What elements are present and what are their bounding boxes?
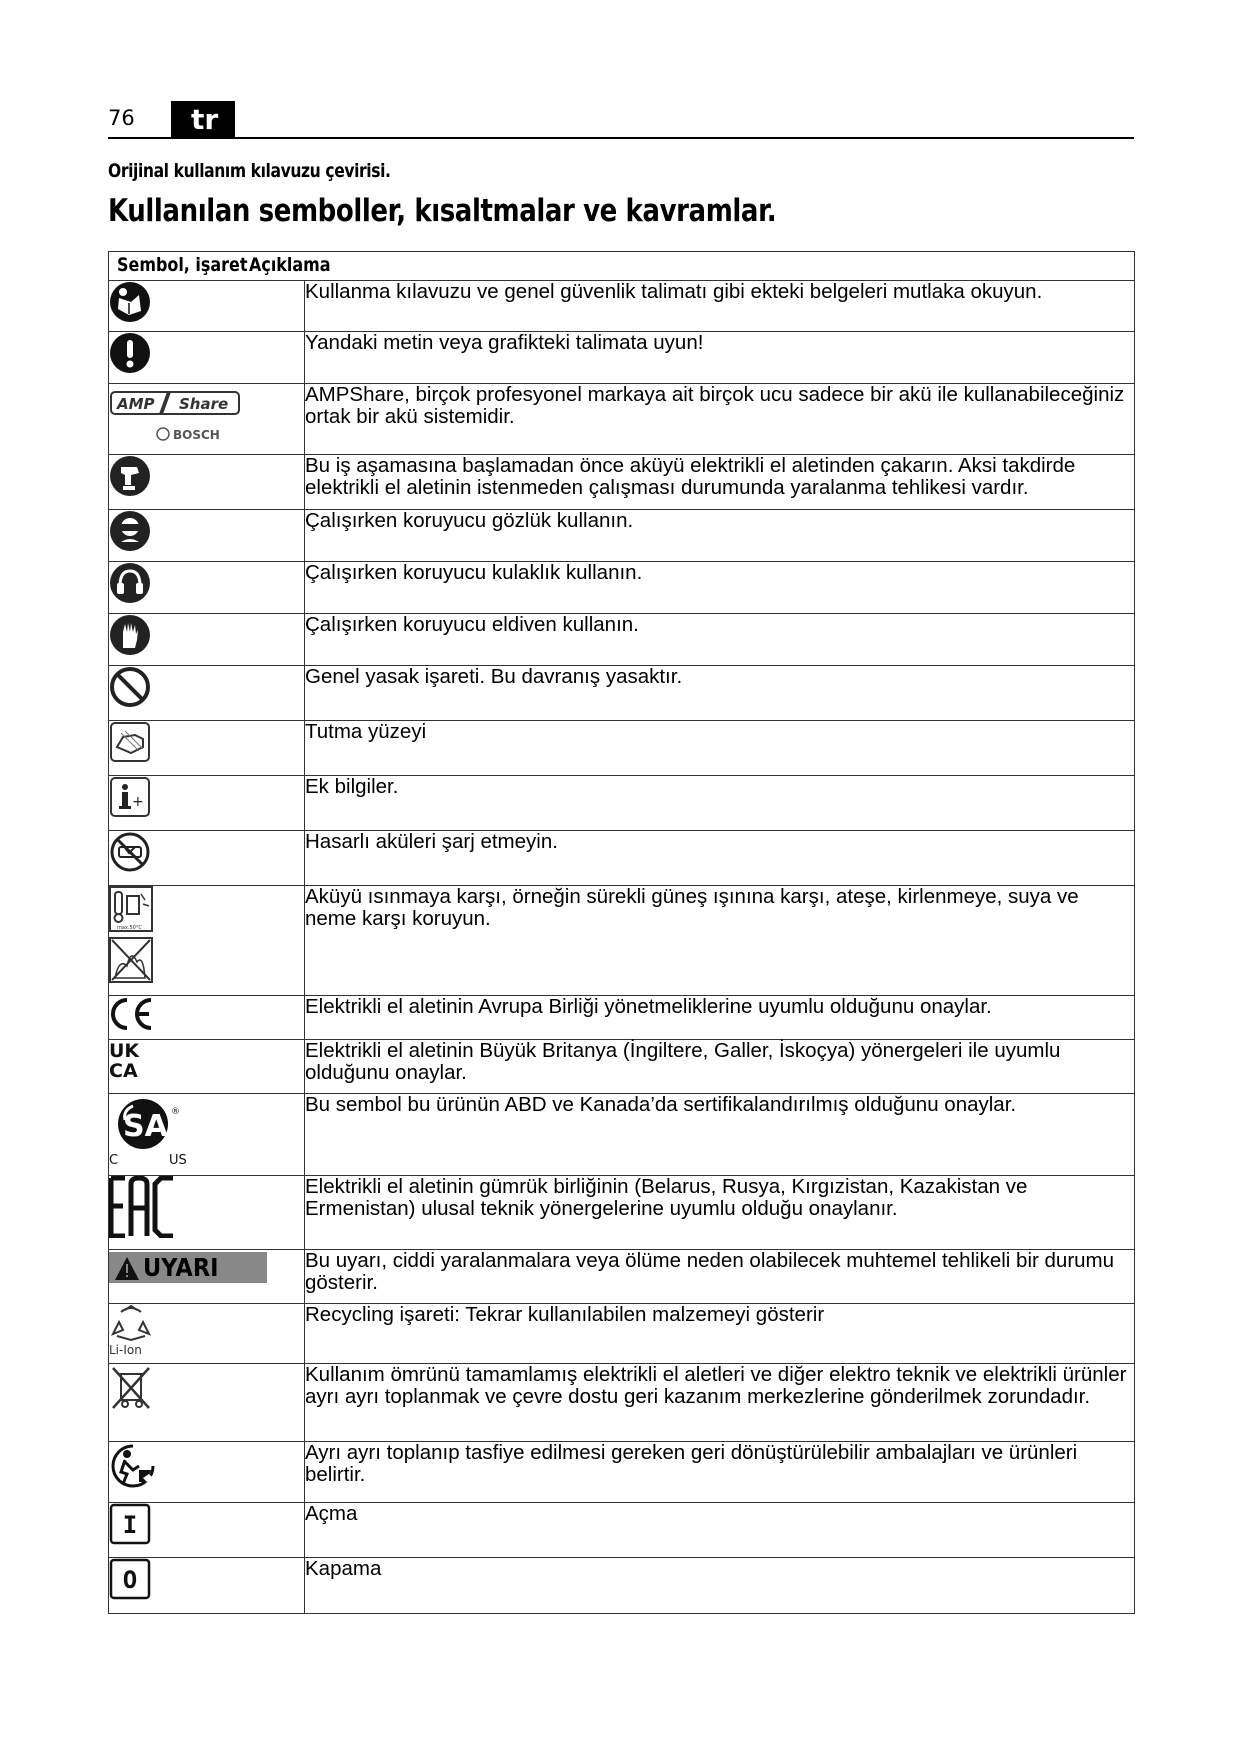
remove-battery-icon [109,455,304,497]
table-row [109,1304,1135,1364]
row-description: Hasarlı aküleri şarj etmeyin. [305,831,1135,886]
svg-text:US: US [169,1153,187,1166]
table-row [109,332,1135,384]
ce-mark-icon [109,996,304,1032]
power-on-label: I [122,1511,138,1539]
table-row [109,1094,1135,1176]
table-row [109,1503,1135,1558]
svg-text:max.50°C: max.50°C [117,925,142,931]
svg-text:Share: Share [179,395,229,413]
eac-mark-icon [109,1176,304,1238]
recycle-packaging-icon [109,1442,304,1490]
ear-protection-icon [109,562,304,604]
row-description: Genel yasak işareti. Bu davranış yasaktır. [305,666,1135,721]
row-description: Çalışırken koruyucu gözlük kullanın. [305,510,1135,562]
row-description: Bu iş aşamasına başlamadan önce aküyü elektrikli el aletinden çakarın. Aksi takdirde elektrikli el aletinin istenmeden çalışması durumunda yaralanma tehlikesi vardır. [305,455,1135,510]
table-row [109,614,1135,666]
row-description: Çalışırken koruyucu kulaklık kullanın. [305,562,1135,614]
svg-text:AMP: AMP [117,395,155,413]
row-description: Elektrikli el aletinin Büyük Britanya (İngiltere, Galler, İskoçya) yönergeleri ile uyumlu olduğunu onaylar. [305,1040,1135,1094]
row-description: Elektrikli el aletinin gümrük birliğinin (Belarus, Rusya, Kırgızistan, Kazakistan ve Ermenistan) ulusal teknik yönergelerine uyumlu olduğu onaylanır. [305,1176,1135,1250]
battery-protection-icon [109,886,304,984]
row-description: Elektrikli el aletinin Avrupa Birliği yönetmeliklerine uyumlu olduğunu onaylar. [305,996,1135,1040]
header-rule [108,137,1134,139]
svg-text:CA: CA [109,1060,138,1080]
recycling-li-ion-icon [109,1304,304,1356]
svg-text:®: ® [171,1107,180,1117]
row-description: Bu uyarı, ciddi yaralanmalara veya ölüme neden olabilecek muhtemel tehlikeli bir durumu gösterir. [305,1250,1135,1304]
table-row [109,1176,1135,1250]
grip-surface-icon [109,721,304,763]
svg-text:C: C [109,1153,119,1166]
table-row [109,831,1135,886]
row-description: Kullanım ömrünü tamamlamış elektrikli el aletleri ve diğer elektro teknik ve elektrikli ürünler ayrı ayrı toplanmak ve çevre dostu geri kazanım merkezlerine gönderilmek zorundadır. [305,1364,1135,1442]
table-header-row [109,252,1135,281]
power-off-label: O [122,1566,138,1594]
table-header [109,252,1135,281]
symbols-table [108,251,1135,1614]
ukca-mark-icon [109,1040,304,1080]
page-title: Kullanılan semboller, kısaltmalar ve kavramlar. [108,193,777,229]
header-col-description: Açıklama [249,254,331,276]
svg-text:BOSCH: BOSCH [173,428,220,442]
read-manual-icon [109,281,304,323]
table-row [109,1558,1135,1614]
svg-text:SA: SA [123,1109,168,1144]
recycling-caption: Li-Ion [109,1343,142,1356]
ampshare-logo-icon [109,384,304,446]
row-description: Ek bilgiler. [305,776,1135,831]
row-description: Ayrı ayrı toplanıp tasfiye edilmesi gereken geri dönüştürülebilir ambalajları ve ürünleri belirtir. [305,1442,1135,1503]
page-number: 76 [108,106,135,130]
safety-goggles-icon [109,510,304,552]
table-row [109,1040,1135,1094]
header-col-symbol: Sembol, işaret [117,254,248,276]
row-description: Çalışırken koruyucu eldiven kullanın. [305,614,1135,666]
table-row [109,455,1135,510]
table-row [109,1442,1135,1503]
gloves-icon [109,614,304,656]
warning-label-icon [109,1252,267,1283]
warning-label-text: UYARI [143,1253,219,1282]
row-description: Aküyü ısınmaya karşı, örneğin sürekli güneş ışınına karşı, ateşe, kirlenmeye, suya ve neme karşı koruyun. [305,886,1135,996]
prohibition-icon [109,666,304,708]
row-description: AMPShare, birçok profesyonel markaya ait birçok ucu sadece bir akü ile kullanabileceğiniz ortak bir akü sistemidir. [305,384,1135,455]
table-row [109,1364,1135,1442]
table-row [109,721,1135,776]
table-row [109,384,1135,455]
power-off-icon [109,1558,304,1600]
info-plus-icon [109,776,304,818]
svg-text:UK: UK [109,1040,140,1062]
row-description: Tutma yüzeyi [305,721,1135,776]
row-description: Recycling işareti: Tekrar kullanılabilen malzemeyi gösterir [305,1304,1135,1364]
row-description: Yandaki metin veya grafikteki talimata uyun! [305,332,1135,384]
language-badge: tr [171,101,235,139]
csa-mark-icon [109,1094,304,1166]
table-row [109,666,1135,721]
table-row [109,996,1135,1040]
exclamation-icon [109,332,304,374]
row-description: Kullanma kılavuzu ve genel güvenlik talimatı gibi ekteki belgeleri mutlaka okuyun. [305,281,1135,332]
power-on-icon [109,1503,304,1545]
table-row [109,281,1135,332]
row-description: Açma [305,1503,1135,1558]
table-row [109,562,1135,614]
no-charge-damaged-battery-icon [109,831,304,873]
crossed-bin-icon [109,1364,304,1410]
svg-text:+: + [132,794,144,810]
table-row [109,510,1135,562]
table-row [109,776,1135,831]
row-description: Kapama [305,1558,1135,1614]
document-subtitle: Orijinal kullanım kılavuzu çevirisi. [108,160,391,182]
table-row [109,1250,1135,1304]
row-description: Bu sembol bu ürünün ABD ve Kanada’da sertifikalandırılmış olduğunu onaylar. [305,1094,1135,1176]
table-row [109,886,1135,996]
